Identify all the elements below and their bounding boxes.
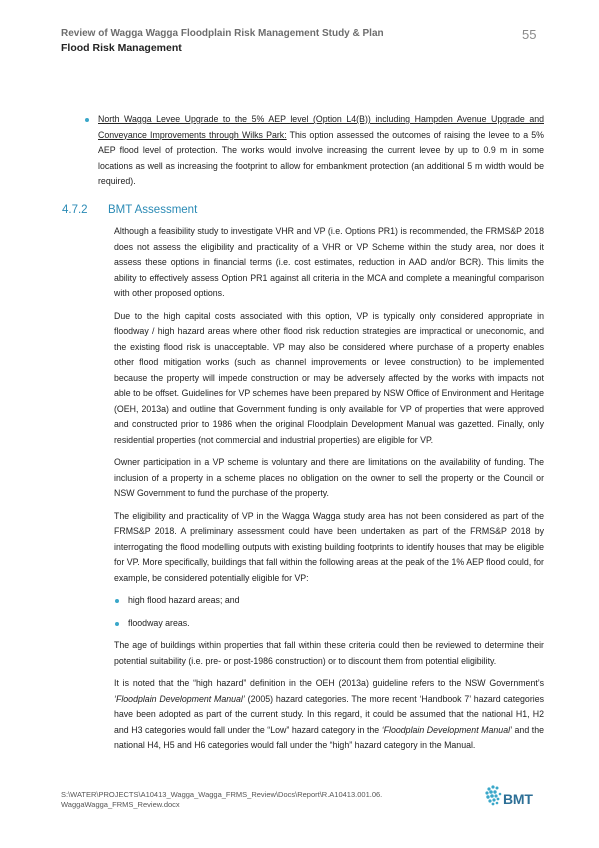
option-title: North Wagga Levee Upgrade to the 5% AEP level (Option L4(B)) including Hampden Avenue Upgrade and Conveyance Improvements through Wilks Park:	[98, 114, 544, 140]
bullet-icon	[115, 622, 119, 626]
logo-text: BMT	[503, 791, 533, 807]
list-item-text: high flood hazard areas; and	[128, 595, 240, 605]
paragraph: Due to the high capital costs associated with this option, VP is typically only considered appropriate in floodway / high hazard areas where other flood risk reduction strategies are impractical or uneconomic, and the existing flood risk is unacceptable. VP may also be considered where purchase of a property enables other flood mitigation works (such as channel improvements or levee construction) to be implemented because the property will impede construction or may be adversely affected by the works with impacts not able to be offset. Guidelines for VP schemes have been prepared by NSW Office of Environment and Heritage (OEH, 2013a) and outline that Government funding is only available for VP of properties that were approved and constructed prior to 1986 when the original Floodplain Development Manual was gazetted. Finally, only residential properties (not commercial and industrial properties) are eligible for VP.	[114, 310, 544, 445]
criteria-list	[114, 593, 544, 631]
section-heading	[62, 204, 197, 216]
header-title: Review of Wagga Wagga Floodplain Risk Management Study & Plan	[61, 28, 384, 39]
section-number: 4.7.2	[62, 204, 88, 216]
section-body	[114, 224, 544, 761]
list-item-text: floodway areas.	[128, 617, 190, 628]
paragraph-text: (2005) hazard categories. The more recent ‘Handbook 7’ hazard categories have been adopted as part of the current study. In this regard, it could be assumed that the national H1, H2 and H3 categories would fall under the “Low” hazard category in the	[114, 693, 544, 735]
paragraph: Although a feasibility study to investigate VHR and VP (i.e. Options PR1) is recommended, the FRMS&P 2018 does not assess the eligibility and practicality of a VHR or VP Scheme within the study area, nor does it assess these options in financial terms (i.e. cost estimates, reduction in AAD and/or BCR). This limits the ability to effectively assess Option PR1 against all criteria in the MCA and complete a meaningful comparison with other proposed options.	[114, 226, 544, 298]
footer-path	[61, 790, 441, 810]
bullet-icon	[85, 118, 89, 122]
option-description: This option assessed the outcomes of raising the levee to a 5% AEP flood level of protection. The works would involve increasing the current levee by up to 0.9 m in some locations as well as increasing the footprint to allow for embankment protection (an additional 5 m width would be required).	[98, 129, 544, 186]
footer-path-line: WaggaWagga_FRMS_Review.docx	[61, 800, 180, 809]
manual-title: ‘Floodplain Development Manual’	[381, 724, 512, 735]
paragraph-text: It is noted that the “high hazard” definition in the OEH (2013a) guideline refers to the NSW Government’s	[114, 678, 544, 688]
list-item	[114, 593, 544, 609]
paragraph: Owner participation in a VP scheme is voluntary and there are limitations on the availability of funding. The inclusion of a property in a scheme places no obligation on the owner to sell the property or the Council or NSW Government to fund the purchase of the property.	[114, 457, 544, 498]
header-subtitle: Flood Risk Management	[61, 42, 182, 54]
paragraph: The age of buildings within properties that fall within these criteria could then be reviewed to determine their potential suitability (i.e. pre- or post-1986 construction) or to discount them from potential eligibility.	[114, 640, 544, 666]
paragraph	[114, 676, 544, 754]
list-item	[114, 616, 544, 632]
manual-title: ‘Floodplain Development Manual’	[114, 693, 245, 704]
paragraph: The eligibility and practicality of VP in the Wagga Wagga study area has not been considered as part of the FRMS&P 2018. A preliminary assessment could have been undertaken as part of the FRMS&P 2018 by interrogating the flood modelling outputs with existing building footprints to identify houses that may be eligible for VP. More specifically, buildings that fall within the following areas at the peak of the 1% AEP flood could, for example, be considered potentially eligible for VP:	[114, 510, 544, 583]
footer-path-line: S:\WATER\PROJECTS\A10413_Wagga_Wagga_FRMS_Review\Docs\Report\R.A10413.001.06.	[61, 790, 383, 799]
page-number: 55	[522, 27, 537, 42]
bullet-icon	[115, 599, 119, 603]
section-title: BMT Assessment	[108, 204, 198, 216]
intro-bullet	[98, 112, 544, 190]
paragraph-text: and the national H4, H5 and H6 categories would fall under the “high” hazard category in the Manual.	[114, 724, 544, 750]
